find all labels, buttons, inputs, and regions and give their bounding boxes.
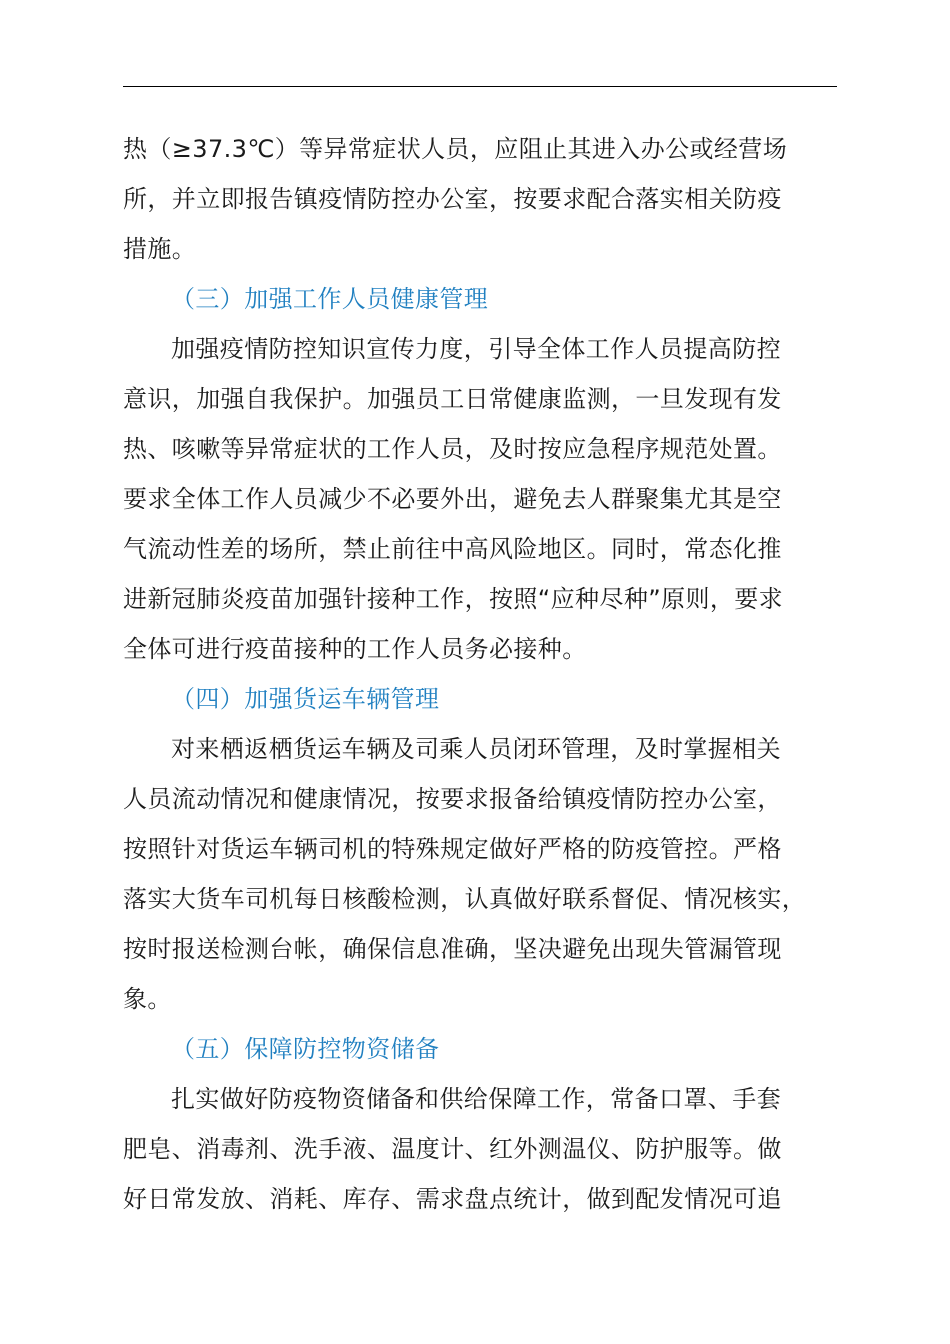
text-line: 按时报送检测台帐，确保信息准确，坚决避免出现失管漏管现: [123, 935, 782, 963]
paragraph-supplies: [123, 1074, 843, 1224]
section-heading-4: [123, 674, 843, 724]
text-line: 措施。: [123, 235, 197, 263]
section-heading: （四）加强货运车辆管理: [171, 685, 440, 713]
text-line: 加强疫情防控知识宣传力度，引导全体工作人员提高防控: [171, 335, 781, 363]
header-rule: [123, 86, 837, 87]
text-line: 对来栖返栖货运车辆及司乘人员闭环管理，及时掌握相关: [171, 735, 781, 763]
text-line: 所，并立即报告镇疫情防控办公室，按要求配合落实相关防疫: [123, 185, 782, 213]
text-line: 全体可进行疫苗接种的工作人员务必接种。: [123, 635, 587, 663]
text-line: 肥皂、消毒剂、洗手液、温度计、红外测温仪、防护服等。做: [123, 1135, 782, 1163]
paragraph-freight-vehicles: [123, 724, 843, 1024]
section-heading: （五）保障防控物资储备: [171, 1035, 440, 1063]
text-line: 扎实做好防疫物资储备和供给保障工作，常备口罩、手套: [171, 1085, 781, 1113]
text-line: 热、咳嗽等异常症状的工作人员，及时按应急程序规范处置。: [123, 435, 782, 463]
text-line: 好日常发放、消耗、库存、需求盘点统计，做到配发情况可追: [123, 1185, 782, 1213]
text-line: 象。: [123, 985, 172, 1013]
section-heading-3: [123, 274, 843, 324]
text-line: 落实大货车司机每日核酸检测，认真做好联系督促、情况核实，: [123, 885, 807, 913]
text-line: 气流动性差的场所，禁止前往中高风险地区。同时，常态化推: [123, 535, 782, 563]
text-line: 人员流动情况和健康情况，按要求报备给镇疫情防控办公室，: [123, 785, 782, 813]
paragraph-staff-health: [123, 324, 843, 674]
text-line: 按照针对货运车辆司机的特殊规定做好严格的防疫管控。严格: [123, 835, 782, 863]
text-line: 进新冠肺炎疫苗加强针接种工作，按照“应种尽种”原则，要求: [123, 585, 784, 613]
paragraph-continuation: [123, 124, 843, 274]
section-heading-5: [123, 1024, 843, 1074]
text-line: 要求全体工作人员减少不必要外出，避免去人群聚集尤其是空: [123, 485, 782, 513]
document-body: [123, 124, 843, 1224]
section-heading: （三）加强工作人员健康管理: [171, 285, 489, 313]
text-line: 热（≥37.3℃）等异常症状人员，应阻止其进入办公或经营场: [123, 135, 788, 163]
text-line: 意识，加强自我保护。加强员工日常健康监测，一旦发现有发: [123, 385, 782, 413]
